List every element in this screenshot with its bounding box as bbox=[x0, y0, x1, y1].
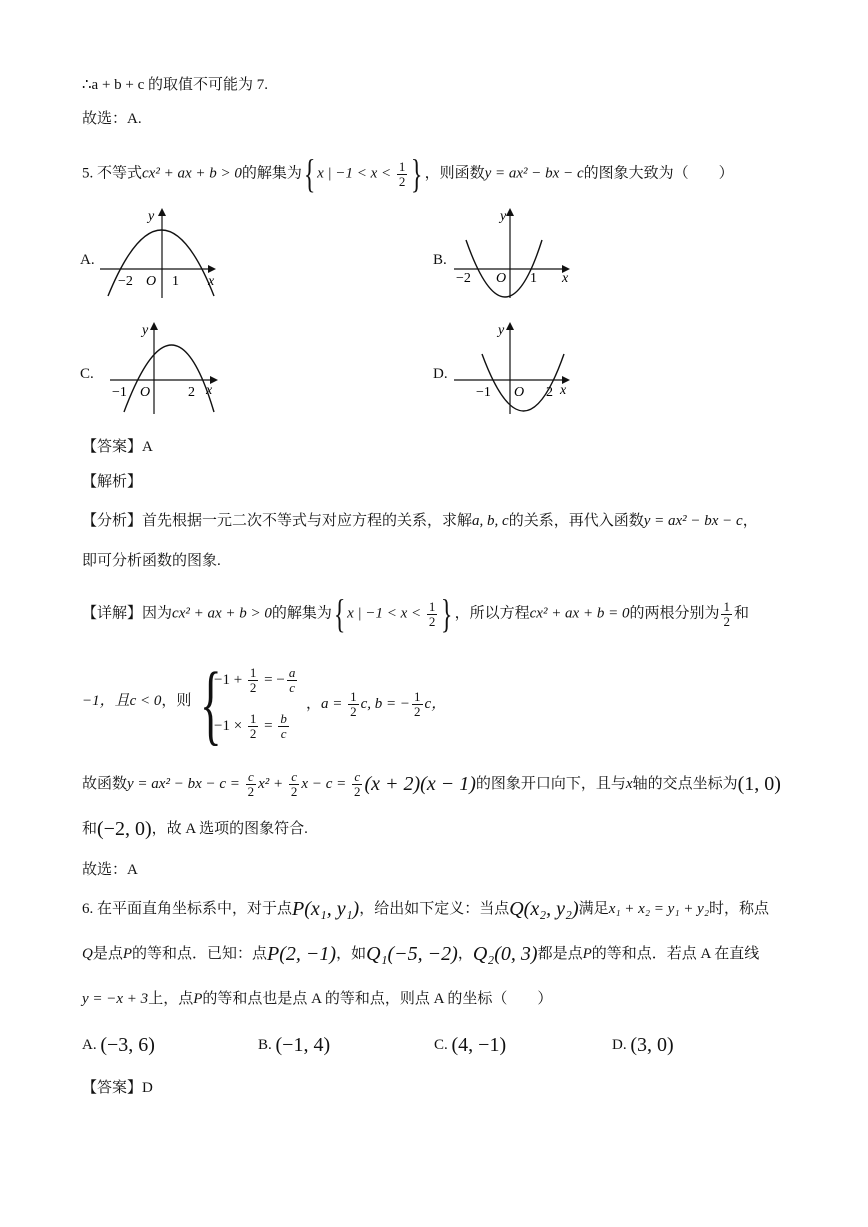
answer-6: 【答案】D bbox=[82, 1080, 153, 1096]
question-5-stem: 5. 不等式cx² + ax + b > 0的解集为{ x | −1 < x < $\frac{1}{2}$ } ，则函数y = ax² − bx − c的图象大致为（ ） bbox=[82, 151, 734, 196]
svg-text:1: 1 bbox=[172, 274, 179, 289]
svg-text:y: y bbox=[498, 323, 505, 338]
svg-text:2: 2 bbox=[188, 385, 195, 400]
fenxi-line-2: 即可分析函数的图象. bbox=[82, 553, 221, 569]
question-6-line-2: Q是点P的等和点．已知：点P(2, −1)，如Q₁(−5, −2)，Q₂(0, 3)都是点P的等和点．若点 A 在直线 bbox=[82, 943, 760, 965]
analysis-heading: 【解析】 bbox=[82, 474, 143, 490]
q6-option-b: B. (−1, 4) bbox=[258, 1034, 331, 1056]
option-a-graph bbox=[96, 204, 226, 300]
option-c-label: C. bbox=[80, 366, 94, 382]
option-c-graph bbox=[96, 318, 226, 414]
svg-text:O: O bbox=[514, 385, 525, 400]
svg-text:y: y bbox=[142, 323, 149, 338]
svg-text:O: O bbox=[140, 385, 151, 400]
system-brace: { bbox=[200, 655, 222, 754]
system-eq-1: −1 + $\frac{1}{2}$ = − $\frac{a}{c}$ bbox=[214, 665, 296, 696]
question-6-line-1: 6. 在平面直角坐标系中，对于点P(x₁, y₁)，给出如下定义：当点Q(x₂, y₂)满足x₁ + x₂ = y₁ + y₂时，称点 bbox=[82, 898, 770, 920]
svg-text:x: x bbox=[208, 274, 215, 289]
fraction-half: $\frac{1}{2}$ bbox=[398, 158, 406, 189]
svg-text:−2: −2 bbox=[118, 274, 133, 289]
svg-text:O: O bbox=[146, 274, 157, 289]
svg-text:x: x bbox=[562, 271, 569, 286]
q6-option-c: C. (4, −1) bbox=[434, 1034, 507, 1056]
xiangjie-line-2-lead: −1，且c < 0，则 bbox=[82, 693, 192, 709]
option-d-graph bbox=[450, 318, 580, 414]
svg-text:y: y bbox=[500, 209, 507, 224]
function-line: 故函数y = ax² − bx − c = $\frac{c}{2}$ x² + $\frac{c}{2}$ x − c = $\frac{c}{2}$ (x + 2)(x − 1)的图象开口向下，且与x轴的交点坐标为(1, 0) bbox=[82, 769, 781, 800]
option-b-label: B. bbox=[433, 252, 447, 268]
answer-5: 【答案】A bbox=[82, 439, 153, 455]
option-a-label: A. bbox=[80, 252, 95, 268]
q6-option-d: D. (3, 0) bbox=[612, 1034, 674, 1056]
q6-option-a: A. (−3, 6) bbox=[82, 1034, 155, 1056]
option-d-label: D. bbox=[433, 366, 448, 382]
solution-set: x | −1 < x < bbox=[317, 165, 395, 182]
system-eq-2: −1 × $\frac{1}{2}$ = $\frac{b}{c}$ bbox=[214, 711, 287, 742]
choose-line-2: 故选：A bbox=[82, 862, 138, 878]
svg-text:−2: −2 bbox=[456, 271, 471, 286]
option-b-graph bbox=[450, 204, 580, 300]
svg-text:y: y bbox=[148, 209, 155, 224]
system-result: ，a = $\frac{1}{2}$ c, b = − $\frac{1}{2}$ c， bbox=[306, 689, 447, 720]
svg-text:x: x bbox=[206, 383, 213, 398]
function-expr: y = ax² − bx − c bbox=[484, 165, 584, 182]
svg-text:−1: −1 bbox=[112, 385, 127, 400]
svg-text:O: O bbox=[496, 271, 507, 286]
conclusion-line: ∴a + b + c 的取值不可能为 7. bbox=[82, 77, 269, 93]
fenxi-line-1: 【分析】首先根据一元二次不等式与对应方程的关系，求解a, b, c的关系，再代入函数y = ax² − bx − c， bbox=[82, 513, 758, 529]
question-number: 5. bbox=[82, 165, 94, 182]
choose-line-1: 故选：A. bbox=[82, 111, 142, 127]
svg-text:1: 1 bbox=[530, 271, 537, 286]
question-6-line-3: y = −x + 3上，点P的等和点也是点 A 的等和点，则点 A 的坐标（ ） bbox=[82, 991, 553, 1007]
inequality: cx² + ax + b > 0 bbox=[142, 165, 242, 182]
svg-text:−1: −1 bbox=[476, 385, 491, 400]
function-line-2: 和(−2, 0)，故 A 选项的图象符合. bbox=[82, 818, 308, 840]
svg-text:2: 2 bbox=[546, 385, 553, 400]
xiangjie-line-1: 【详解】因为cx² + ax + b > 0的解集为{ x | −1 < x < $\frac{1}{2}$ } ，所以方程cx² + ax + b = 0的两根分别为 $\frac{1}{2}$ 和 bbox=[82, 591, 749, 636]
svg-text:x: x bbox=[560, 383, 567, 398]
